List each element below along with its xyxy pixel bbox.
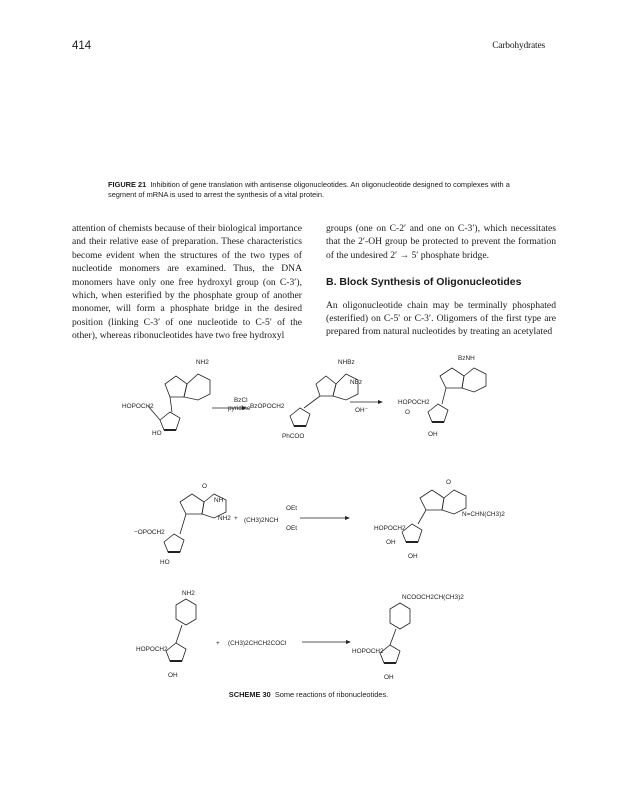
scheme-label: SCHEME 30 [228, 690, 271, 699]
label-nh2: NH2 [196, 359, 209, 366]
figure-caption-text: Inhibition of gene translation with antisense oligonucleotides. An oligonucleotide designed to complexes with a segment of mRNA is used to arrest the synthesis of a vital protein. [108, 180, 510, 199]
reagent-dmf-acetal: (CH3)2NCH [244, 517, 279, 524]
label-oh: OH [428, 431, 438, 438]
label-oh-a: OH [386, 539, 396, 546]
right-column-top-text: groups (one on C-2′ and one on C-3′), which necessitates that the 2′-OH group be protected to prevent the formation of the undesired 2′ → 5′ phosphate bridge. [326, 223, 556, 261]
right-column-bottom-text: An oligonucleotide chain may be terminally phosphated (esterified) on C-5′ or C-3′. Oligomers of the first type are prepared from natural nucleotides by treating an acetylated [326, 299, 556, 338]
label-hopoch2-row3: HOPOCH2 [136, 646, 168, 653]
label-o-top: O [202, 483, 207, 490]
label-nhbz: NHBz [338, 359, 355, 366]
scheme-row-3-drawing [0, 585, 617, 685]
label-nh2-row3: NH2 [182, 590, 195, 597]
molecule-5-structure [402, 490, 466, 542]
scheme-row-1-drawing [0, 350, 617, 450]
label-ho: HO [152, 430, 162, 437]
label-o-product: O [446, 479, 451, 486]
scheme-caption-text: Some reactions of ribonucleotides. [274, 690, 389, 699]
reagent-bzcl: BzCl [234, 397, 248, 404]
reagent-isobutyl-chloroformate: (CH3)2CHCH2COCl [228, 640, 287, 647]
label-nh: NH [214, 497, 224, 504]
label-ho-row2: HO [160, 559, 170, 566]
left-column-text: attention of chemists because of their biological importance and their relative ease of preparation. These characteristics become evident when the structures of the two types of nucleotide monomers are examined. Thus, the DNA monomers have only one free hydroxyl group (on C-3′), which, when esterified by the phosphate group of another monomer, will form a phosphate bridge in the desired position (linking C-3′ of one nucleotide to C-5′ of the other), whereas ribonucleotides have two free hydroxyl [72, 223, 302, 342]
label-nbz: NBz [350, 379, 363, 386]
label-opoch2: −OPOCH2 [134, 529, 165, 536]
left-column [72, 222, 302, 343]
molecule-2-structure [290, 374, 358, 426]
label-hopoch2-row3-product: HOPOCH2 [352, 648, 384, 655]
label-plus-row2: + [234, 515, 238, 522]
scheme-row-2 [0, 480, 617, 575]
reagent-pyridine: pyridine [228, 405, 251, 412]
label-plus-row3: + [216, 640, 220, 647]
reagent-oh-minus: OH⁻ [355, 407, 368, 414]
page-number: 414 [72, 40, 92, 52]
figure-caption [108, 180, 528, 200]
scheme-row-1 [0, 350, 617, 455]
label-o: O [405, 409, 410, 416]
scheme-row-3 [0, 585, 617, 690]
label-bzopoch2: BzOPOCH2 [250, 403, 285, 410]
label-oh-row3: OH [168, 672, 178, 679]
molecule-7-structure [380, 603, 410, 663]
section-heading: B. Block Synthesis of Oligonucleotides [326, 276, 522, 289]
label-oet-2: OEt [286, 525, 298, 532]
scheme-row-2-drawing [0, 480, 617, 570]
label-nchn: N=CHN(CH3)2 [462, 511, 505, 518]
label-bznh: BzNH [458, 355, 475, 362]
right-column [326, 222, 556, 339]
label-oh-b: OH [408, 553, 418, 560]
molecule-3-structure [428, 368, 486, 422]
label-hopoch2: HOPOCH2 [122, 403, 154, 410]
label-hopoch2-row2: HOPOCH2 [374, 525, 406, 532]
molecule-6-structure [166, 599, 196, 661]
label-hopoch2-product: HOPOCH2 [398, 399, 430, 406]
scheme-caption [0, 690, 617, 699]
label-product-group: NCOOCH2CH(CH3)2 [402, 594, 464, 601]
label-oh-row3-product: OH [384, 674, 394, 681]
label-oet-1: OEt [286, 505, 298, 512]
molecule-1-structure [148, 374, 210, 430]
label-phcoo: PhCOO [282, 433, 305, 440]
figure-label: FIGURE 21 [108, 180, 147, 189]
label-nh2-row2: NH2 [218, 515, 231, 522]
running-head: Carbohydrates [492, 41, 545, 51]
